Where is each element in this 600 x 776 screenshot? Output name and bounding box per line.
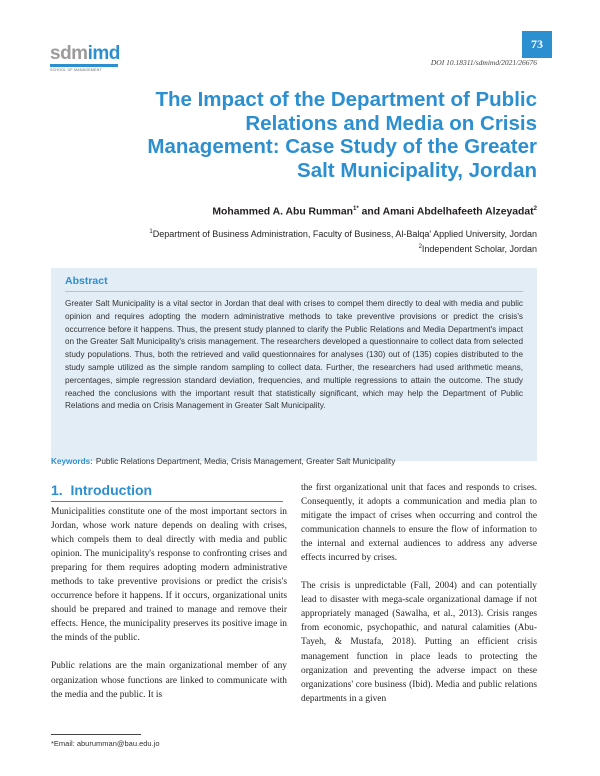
affiliation-1: $^1$Department of Business Administration, Faculty of Business, Al-Balqa' Applied University, Jordan xyxy=(149,229,537,239)
paragraph: Municipalities constitute one of the most important sectors in Jordan, whose work nature depends on dealing with crises, which compels them to deal directly with media and public opinion. The municipality's response to confronting crises and preparing for them requires adopting modern administrative methods to take preventive provisions or predict the crisis's occurrence before it happens. If it occurs, organizational units should be prepared and trained to manage and remove their effects. Hence, the municipality preserves its positive image in the minds of the public. xyxy=(51,507,287,644)
keywords-label: Keywords: xyxy=(51,456,93,466)
page-number: 73 xyxy=(522,31,552,58)
abstract-text: Greater Salt Municipality is a vital sector in Jordan that deal with crises to compel them directly to deal with media and public opinion and requires adopting the modern administrative methods to take preventive provisions or predict the crisis's occurrence before it happens. Thus, the present study planned to clarify the Public Relations and Media Department's impact on the Greater Salt Municipality's crisis management. The researchers developed a questionnaire to collect data from selected study populations. Thus, both the retrieved and valid questionnaires for analyses (130) out of (135) copies distributed to the study sample utilized as the simple random sampling to collect data. Further, the researchers had used arithmetic means, percentages, simple regression standard deviation, frequencies, and multiple regressions to attain the outcome. The study reached the conclusions with the important result that statistically significant, which may help the Department of Public Relations and media on Crisis Management in Greater Salt Municipality. xyxy=(65,299,523,411)
keywords-text: Public Relations Department, Media, Crisis Management, Greater Salt Municipality xyxy=(95,456,396,466)
affiliation-2: $^2$Independent Scholar, Jordan xyxy=(418,243,537,254)
author-2: Amani Abdelhafeeth Alzeyadat xyxy=(382,206,534,218)
paragraph: Public relations are the main organizational member of any organization whose functions are linked to communicate with the media and the public. It is xyxy=(51,661,287,700)
author-connector: and xyxy=(358,206,383,218)
logo-tagline: SCHOOL OF MANAGEMENT xyxy=(50,68,102,72)
author-list xyxy=(212,206,537,217)
doi: DOI 10.18311/sdmimd/2021/26676 xyxy=(430,58,537,67)
abstract-heading: Abstract xyxy=(65,275,523,292)
paper-title: The Impact of the Department of Public Relations and Media on Crisis Management: Case Study of the Greater Salt Municipality, Jordan xyxy=(147,88,537,182)
abstract-box xyxy=(51,268,537,461)
section-heading-introduction: 1. Introduction xyxy=(51,482,283,502)
footnote-email: *Email: aburumman@bau.edu.jo xyxy=(51,739,160,748)
paragraph: the first organizational unit that faces and responds to crises. Consequently, it adopts a communication and media plan to mitigate the impact of crises when occurring and control the communication channels to ensure the flow of information to the internal and external audiences to address any adverse effects incurred by crises. xyxy=(301,483,537,564)
journal-logo xyxy=(50,44,130,74)
body-column-left xyxy=(51,505,287,702)
paragraph: The crisis is unpredictable (Fall, 2004) and can potentially lead to disaster with mega-scale organizational damage if not appropriately managed (Sawalha, et al., 2013). Crisis ranges from economic, psychopathic, and natural calamities (Abu-Tayeh, & Mustafa, 2018). Putting an efficient crisis management function in place leads to protecting the organization and preventing the adverse impact on these organizations' core business (Ibid). Media and public relations departments in a given xyxy=(301,581,537,704)
affiliations xyxy=(149,226,537,255)
logo-bar xyxy=(50,64,118,67)
author-1-sup: 1* xyxy=(353,206,359,212)
author-2-sup: 2 xyxy=(533,206,537,212)
logo-wordmark: sdmimd xyxy=(50,43,120,64)
body-column-right xyxy=(301,481,537,706)
author-1: Mohammed A. Abu Rumman xyxy=(212,206,354,218)
keywords xyxy=(51,452,537,470)
footnote-rule xyxy=(51,734,141,735)
